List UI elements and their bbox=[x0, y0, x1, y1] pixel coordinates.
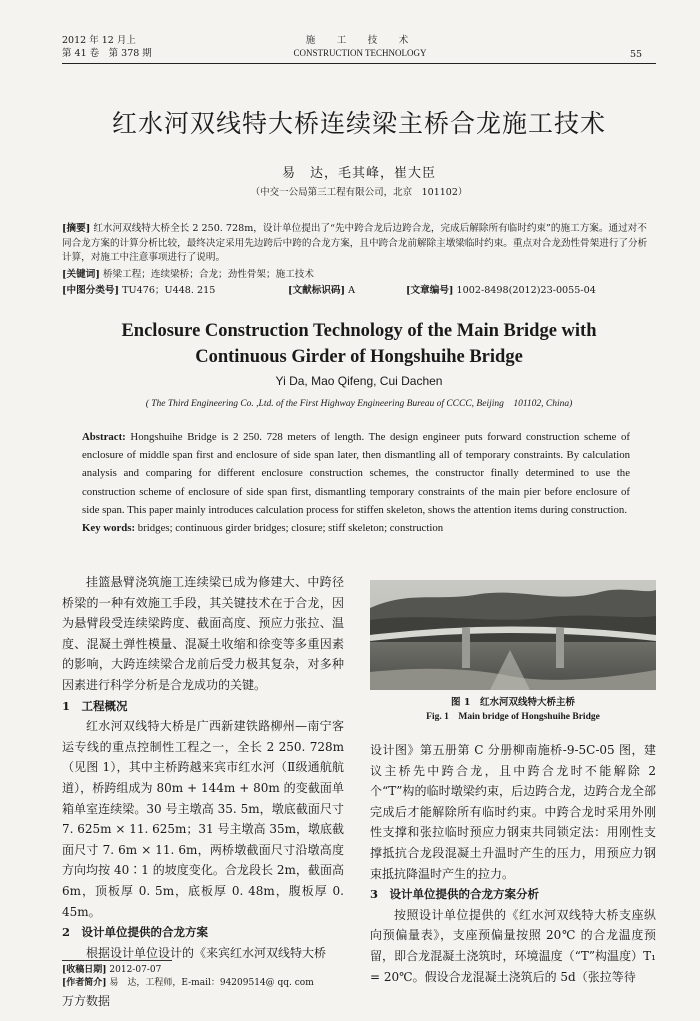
abstract-label: [摘要] bbox=[62, 223, 91, 234]
english-abstract-body bbox=[82, 428, 630, 519]
english-abstract-text: Hongshuihe Bridge is 2 250. 728 meters of length. The design engineer puts forward construction scheme of enclosure of middle span first and enclosure of side span later, then dismantling all of temporary constraints. By calculation analysis and comparing for different enclosure construction schemes, the constructor finally determined to use the construction scheme of enclosure of side span first, dismantling temporary constraints of the main pier before enclosure of side span. This paper mainly introduces calculation process for stiffen skeleton, shows the attention items during construction. bbox=[82, 431, 631, 516]
received-date bbox=[62, 964, 314, 977]
article-number bbox=[406, 282, 596, 296]
english-keywords-label: Key words: bbox=[82, 522, 136, 535]
english-keywords-text: bridges; continuous girder bridges; closure; stiff skeleton; construction bbox=[137, 522, 444, 535]
section-3-paragraph: 按照设计单位提供的《红水河双线特大桥支座纵向预偏量表》，支座预偏量按照 20℃ 的合龙温度预留，即合龙混凝土浇筑时，环境温度（“T”构温度）T₁ = 20℃。假设合龙混凝土浇筑后的 5d（张拉等待 bbox=[370, 907, 656, 984]
section-3-heading: 3 设计单位提供的合龙方案分析 bbox=[370, 887, 539, 902]
doc-code-label: [文献标识码] bbox=[288, 285, 346, 296]
article-affiliation: （中交一公局第三工程有限公司，北京 101102） bbox=[250, 187, 468, 198]
section-2-heading: 2 设计单位提供的合龙方案 bbox=[62, 925, 209, 940]
abstract-cn bbox=[62, 222, 656, 266]
article-authors: 易 达，毛其峰，崔大臣 bbox=[281, 166, 436, 181]
header-left bbox=[62, 34, 152, 60]
doc-code-value: A bbox=[348, 285, 356, 296]
author-bio-value: 易 达，工程师，E-mail：94209514@ qq. com bbox=[109, 978, 314, 988]
article-number-label: [文章编号] bbox=[406, 285, 454, 296]
section-1-paragraph: 红水河双线特大桥是广西新建铁路柳州—南宁客运专线的重点控制性工程之一，全长 2 250. 728m（见图 1），其中主桥跨越来宾市红水河（Ⅱ级通航航道），桥跨组成为 80m + 144m + 80m 的变截面单箱单室连续梁。30 号主墩高 35. 5m，墩底截面尺寸 7. 625m × 11. 625m；31 号主墩高 35m，墩底截面尺寸 7. 6m × 11. 6m，两桥墩截面尺寸沿墩高度方向均按 40∶1 的坡度变化。合龙段长 2m，截面高 6m，顶板厚 0. 5m，底板厚 0. 48m，腹板厚 0. 45m。 bbox=[62, 719, 344, 919]
body-left-column bbox=[62, 572, 344, 963]
volume-issue: 第 41 卷 第 378 期 bbox=[62, 48, 152, 59]
bridge-photo bbox=[370, 580, 656, 690]
english-authors: Yi Da, Mao Qifeng, Cui Dachen bbox=[275, 374, 443, 388]
body-right-column bbox=[370, 740, 656, 987]
figure-caption-en: Fig. 1 Main bridge of Hongshuihe Bridge bbox=[426, 712, 600, 722]
received-value: 2012-07-07 bbox=[109, 965, 162, 975]
article-number-value: 1002-8498(2012)23-0055-04 bbox=[456, 285, 596, 296]
doc-code bbox=[288, 282, 355, 296]
header-rule bbox=[62, 63, 656, 64]
clc-label: [中图分类号] bbox=[62, 285, 120, 296]
english-title-line2: Continuous Girder of Hongshuihe Bridge bbox=[195, 347, 523, 367]
article-title: 红水河双线特大桥连续梁主桥合龙施工技术 bbox=[111, 109, 606, 138]
right-paragraph-1: 设计图》第五册第 C 分册柳南施桥-9-5C-05 图，建议主桥先中跨合龙，且中跨合龙时不能解除 2 个“T”构的临时墩梁约束，后边跨合龙，边跨合龙全部完成后才能解除所有临时约束。中跨合龙时采用外刚性支撑和张拉临时预应力钢束共同锁定法：用刚性支撑抵抗合龙段混凝土升温时产生的压力，用预应力钢束抵抗降温时产生的拉力。 bbox=[370, 743, 656, 881]
issue-date: 2012 年 12 月上 bbox=[62, 35, 136, 46]
section-1-heading: 1 工程概况 bbox=[62, 698, 128, 713]
english-affiliation: ( The Third Engineering Co. ,Ltd. of the First Highway Engineering Bureau of CCCC, Beijing 101102, China) bbox=[145, 399, 573, 409]
keywords-text: 桥梁工程；连续梁桥；合龙；劲性骨架；施工技术 bbox=[102, 269, 314, 280]
page-number: 55 bbox=[630, 49, 643, 60]
author-bio bbox=[62, 977, 314, 990]
clc-value: TU476；U448. 215 bbox=[122, 285, 216, 296]
watermark: 万方数据 bbox=[62, 994, 111, 1008]
figure-caption bbox=[370, 695, 656, 725]
intro-paragraph: 挂篮悬臂浇筑施工连续梁已成为修建大、中跨径桥梁的一种有效施工手段，其关键技术在于合龙，因为悬臂段受连续梁跨度、截面高度、预应力张拉、温度、混凝土弹性模量、混凝土收缩和徐变等多重因素的影响，大跨连续梁合龙前后受力极其复杂，对多种因素进行科学分析是合龙成功的关键。 bbox=[62, 575, 344, 692]
author-bio-label: [作者简介] bbox=[62, 978, 107, 988]
abstract-text: 红水河双线特大桥全长 2 250. 728m，设计单位提出了“先中跨合龙后边跨合龙，完成后解除所有临时约束”的施工方案。通过对不同合龙方案的计算分析比较，最终决定采用先边跨后中跨的合龙方案，且中跨合龙前解除主墩梁临时约束。重点对合龙劲性骨架进行了分析计算，对施工中注意事项进行了说明。 bbox=[62, 223, 648, 264]
section-2-paragraph: 根据设计单位设计的《来宾红水河双线特大桥 bbox=[86, 945, 327, 960]
figure-caption-cn: 图 1 红水河双线特大桥主桥 bbox=[451, 697, 575, 708]
clc bbox=[62, 282, 215, 296]
header-journal bbox=[280, 34, 440, 60]
english-title-line1: Enclosure Construction Technology of the Main Bridge with bbox=[121, 321, 597, 341]
english-abstract-label: Abstract: bbox=[82, 431, 126, 443]
received-label: [收稿日期] bbox=[62, 965, 107, 975]
footnote-rule bbox=[62, 960, 172, 961]
journal-name-en: CONSTRUCTION TECHNOLOGY bbox=[293, 48, 427, 58]
english-abstract bbox=[82, 428, 630, 537]
keywords-cn bbox=[62, 266, 656, 280]
bridge-image bbox=[370, 580, 656, 690]
footnote bbox=[62, 964, 314, 990]
keywords-label: [关键词] bbox=[62, 269, 100, 280]
journal-name-cn: 施 工 技 术 bbox=[305, 35, 415, 46]
english-title bbox=[62, 318, 656, 370]
english-keywords bbox=[82, 519, 630, 537]
